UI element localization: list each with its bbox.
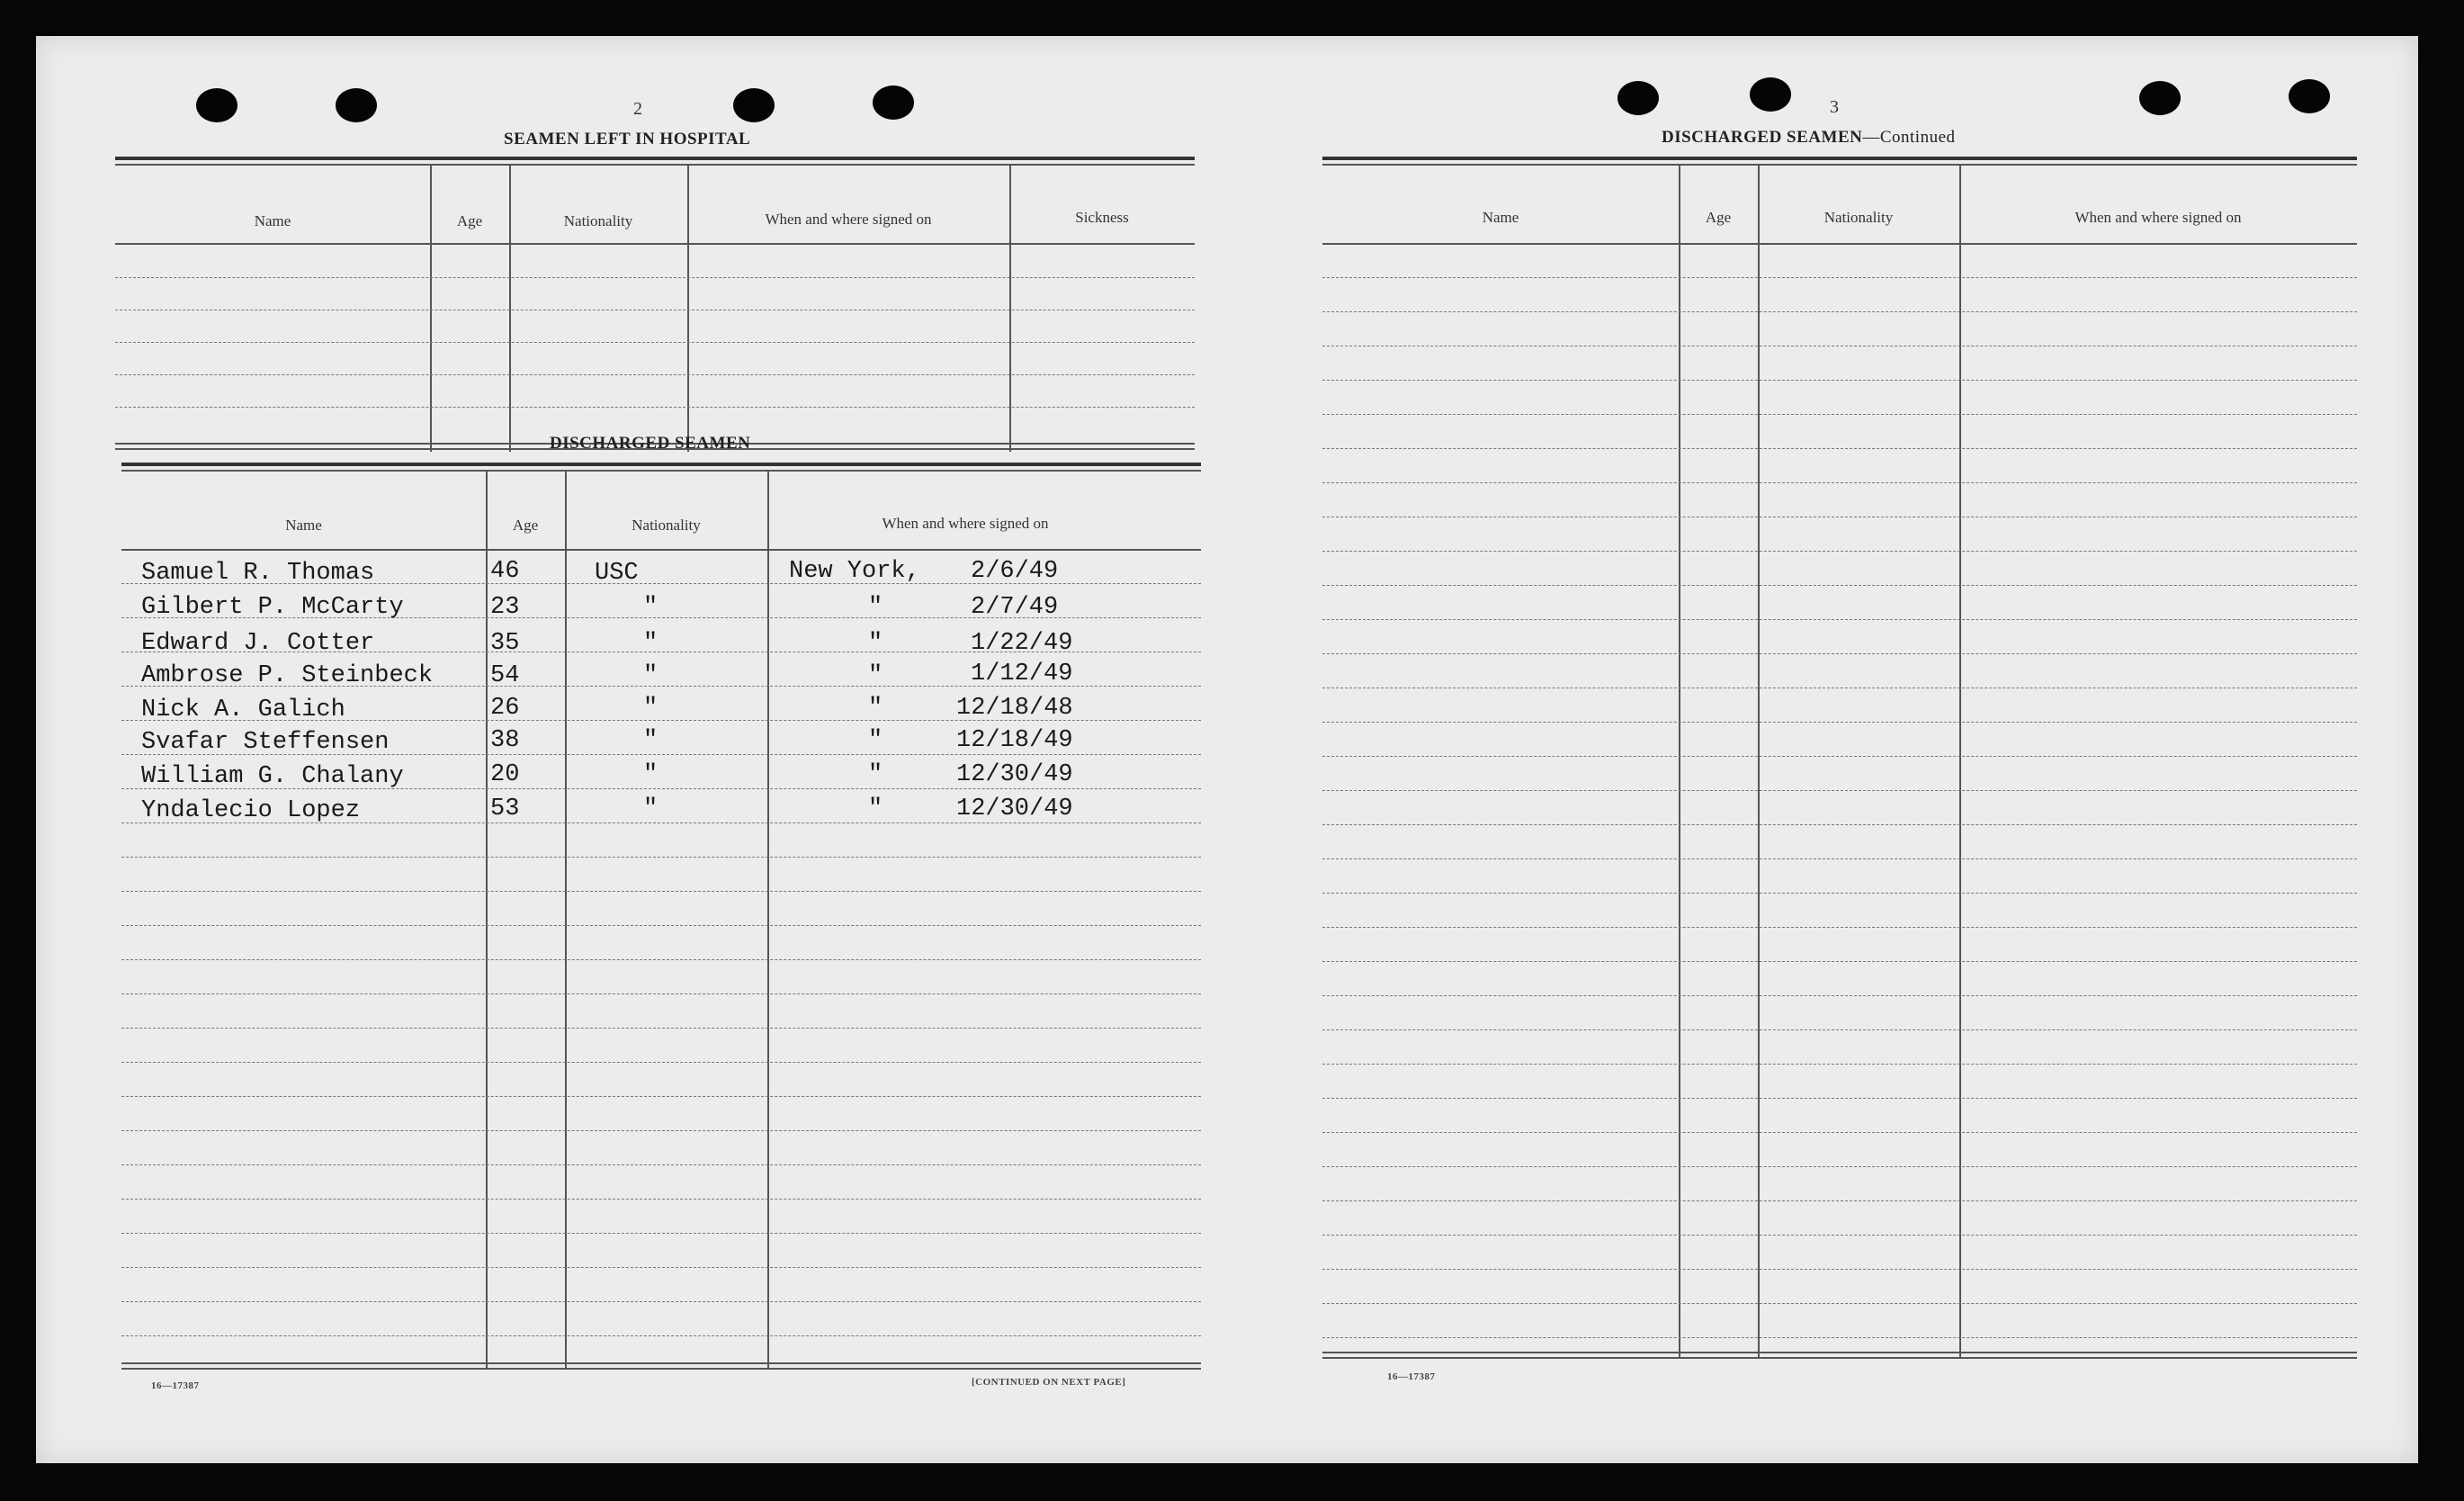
row-rule xyxy=(1322,653,2357,654)
row-rule xyxy=(1322,619,2357,620)
section-title-text: DISCHARGED SEAMEN xyxy=(1662,128,1863,147)
row-rule xyxy=(121,1062,1201,1063)
column-divider xyxy=(486,470,488,1370)
column-divider xyxy=(1758,164,1760,1359)
signed-on-date: 12/18/49 xyxy=(956,727,1073,754)
page-number: 2 xyxy=(633,99,642,119)
signed-on-place: " xyxy=(868,695,883,722)
row-rule xyxy=(121,1335,1201,1336)
row-rule xyxy=(1322,858,2357,859)
table-bottom-rule xyxy=(1322,1357,2357,1359)
signed-on-date: 2/6/49 xyxy=(971,558,1059,585)
row-rule xyxy=(1322,1098,2357,1099)
column-header-nationality: Nationality xyxy=(1823,209,1894,226)
continued-note: [CONTINUED ON NEXT PAGE] xyxy=(972,1377,1126,1388)
table-bottom-rule xyxy=(121,1368,1201,1370)
row-rule xyxy=(1322,756,2357,757)
seaman-name: Nick A. Galich xyxy=(141,697,345,724)
column-header-signed-on: When and where signed on xyxy=(882,515,1049,532)
seaman-name: William G. Chalany xyxy=(141,763,404,790)
row-rule xyxy=(1322,824,2357,825)
row-rule xyxy=(1322,1064,2357,1065)
column-header-nationality: Nationality xyxy=(563,212,633,229)
signed-on-date: 1/12/49 xyxy=(971,661,1073,688)
row-rule xyxy=(121,1028,1201,1029)
row-rule xyxy=(1322,1235,2357,1236)
signed-on-place: " xyxy=(868,662,883,689)
signed-on-place: " xyxy=(868,727,883,754)
seaman-age: 53 xyxy=(490,795,520,822)
column-divider xyxy=(1009,164,1011,452)
row-rule xyxy=(1322,927,2357,928)
table-top-rule xyxy=(1322,164,2357,166)
column-divider xyxy=(687,164,689,452)
row-rule xyxy=(1322,551,2357,552)
discharged-continued-table xyxy=(1322,157,2357,1400)
row-rule xyxy=(1322,1132,2357,1133)
seaman-age: 23 xyxy=(490,594,520,621)
row-rule xyxy=(1322,414,2357,415)
seaman-name: Yndalecio Lopez xyxy=(141,797,361,824)
row-rule xyxy=(1322,277,2357,278)
row-rule xyxy=(1322,448,2357,449)
column-divider xyxy=(565,470,567,1370)
signed-on-date: 12/30/49 xyxy=(956,795,1073,822)
row-rule xyxy=(121,1233,1201,1234)
signed-on-date: 12/18/48 xyxy=(956,695,1073,722)
column-header-sickness: Sickness xyxy=(1075,209,1129,226)
form-number: 16—17387 xyxy=(1387,1371,1436,1382)
signed-on-date: 2/7/49 xyxy=(971,594,1059,621)
row-rule xyxy=(121,959,1201,960)
left-page xyxy=(36,36,1205,1463)
row-rule xyxy=(121,993,1201,994)
seaman-age: 54 xyxy=(490,662,520,689)
seaman-nationality: " xyxy=(643,795,659,822)
header-underline xyxy=(121,549,1201,551)
column-divider xyxy=(1959,164,1961,1359)
row-rule xyxy=(121,857,1201,858)
signed-on-place: " xyxy=(868,594,883,621)
column-divider xyxy=(430,164,432,452)
seaman-name: Gilbert P. McCarty xyxy=(141,594,404,621)
column-header-age: Age xyxy=(512,517,539,534)
row-rule xyxy=(1322,1337,2357,1338)
column-header-name: Name xyxy=(254,212,291,229)
table-top-rule xyxy=(121,470,1201,472)
row-rule xyxy=(121,925,1201,926)
row-rule xyxy=(1322,1029,2357,1030)
row-rule xyxy=(1322,585,2357,586)
hospital-table xyxy=(115,157,1195,454)
column-header-age: Age xyxy=(456,212,483,229)
row-rule xyxy=(1322,380,2357,381)
row-rule xyxy=(115,277,1195,278)
row-rule xyxy=(1322,1166,2357,1167)
header-underline xyxy=(115,243,1195,245)
column-header-name: Name xyxy=(285,517,322,534)
row-rule xyxy=(1322,995,2357,996)
column-header-age: Age xyxy=(1705,209,1732,226)
seaman-nationality: " xyxy=(643,662,659,689)
seaman-age: 35 xyxy=(490,630,520,657)
right-page xyxy=(1205,36,2418,1463)
seaman-name: Svafar Steffensen xyxy=(141,729,390,756)
row-rule xyxy=(121,1301,1201,1302)
form-number: 16—17387 xyxy=(151,1380,200,1391)
seaman-nationality: " xyxy=(643,761,659,788)
row-rule xyxy=(121,1130,1201,1131)
seaman-age: 46 xyxy=(490,558,520,585)
signed-on-place: " xyxy=(868,761,883,788)
seaman-nationality: " xyxy=(643,695,659,722)
discharged-table xyxy=(121,463,1201,1407)
column-header-signed-on: When and where signed on xyxy=(2074,209,2242,226)
signed-on-place: " xyxy=(868,795,883,822)
table-top-rule xyxy=(1322,157,2357,160)
row-rule xyxy=(1322,790,2357,791)
row-rule xyxy=(1322,1200,2357,1201)
table-bottom-rule xyxy=(121,1362,1201,1364)
seaman-name: Samuel R. Thomas xyxy=(141,560,375,587)
seaman-nationality: " xyxy=(643,727,659,754)
column-header-name: Name xyxy=(1482,209,1519,226)
row-rule xyxy=(1322,1269,2357,1270)
seaman-age: 26 xyxy=(490,695,520,722)
row-rule xyxy=(1322,482,2357,483)
row-rule xyxy=(1322,961,2357,962)
seaman-age: 20 xyxy=(490,761,520,788)
section-title xyxy=(1662,128,1956,148)
table-top-rule xyxy=(115,164,1195,166)
row-rule xyxy=(121,1096,1201,1097)
row-rule xyxy=(1322,722,2357,723)
row-rule xyxy=(121,891,1201,892)
hospital-section-title: SEAMEN LEFT IN HOSPITAL xyxy=(504,130,751,148)
signed-on-date: 12/30/49 xyxy=(956,761,1073,788)
seaman-nationality: " xyxy=(643,594,659,621)
seaman-age: 38 xyxy=(490,727,520,754)
discharged-section-title: DISCHARGED SEAMEN xyxy=(550,434,751,453)
column-divider xyxy=(509,164,511,452)
seaman-name: Edward J. Cotter xyxy=(141,630,375,657)
seaman-name: Ambrose P. Steinbeck xyxy=(141,662,434,689)
table-top-rule xyxy=(115,157,1195,160)
row-rule xyxy=(115,407,1195,408)
seaman-nationality: USC xyxy=(595,560,639,587)
row-rule xyxy=(121,1267,1201,1268)
row-rule xyxy=(1322,893,2357,894)
column-divider xyxy=(767,470,769,1370)
row-rule xyxy=(115,374,1195,375)
signed-on-date: 1/22/49 xyxy=(971,630,1073,657)
header-underline xyxy=(1322,243,2357,245)
column-header-nationality: Nationality xyxy=(632,517,701,534)
table-top-rule xyxy=(121,463,1201,466)
signed-on-place: " xyxy=(868,630,883,657)
section-title-suffix: —Continued xyxy=(1862,128,1956,147)
document-sheet xyxy=(36,36,2418,1463)
table-bottom-rule xyxy=(1322,1352,2357,1353)
column-divider xyxy=(1679,164,1680,1359)
row-rule xyxy=(1322,1303,2357,1304)
page-number: 3 xyxy=(1830,97,1839,117)
column-header-signed-on: When and where signed on xyxy=(765,211,932,228)
row-rule xyxy=(115,342,1195,343)
row-rule xyxy=(121,1199,1201,1200)
row-rule xyxy=(121,1164,1201,1165)
signed-on-place: New York, xyxy=(789,558,920,585)
row-rule xyxy=(1322,311,2357,312)
seaman-nationality: " xyxy=(643,630,659,657)
